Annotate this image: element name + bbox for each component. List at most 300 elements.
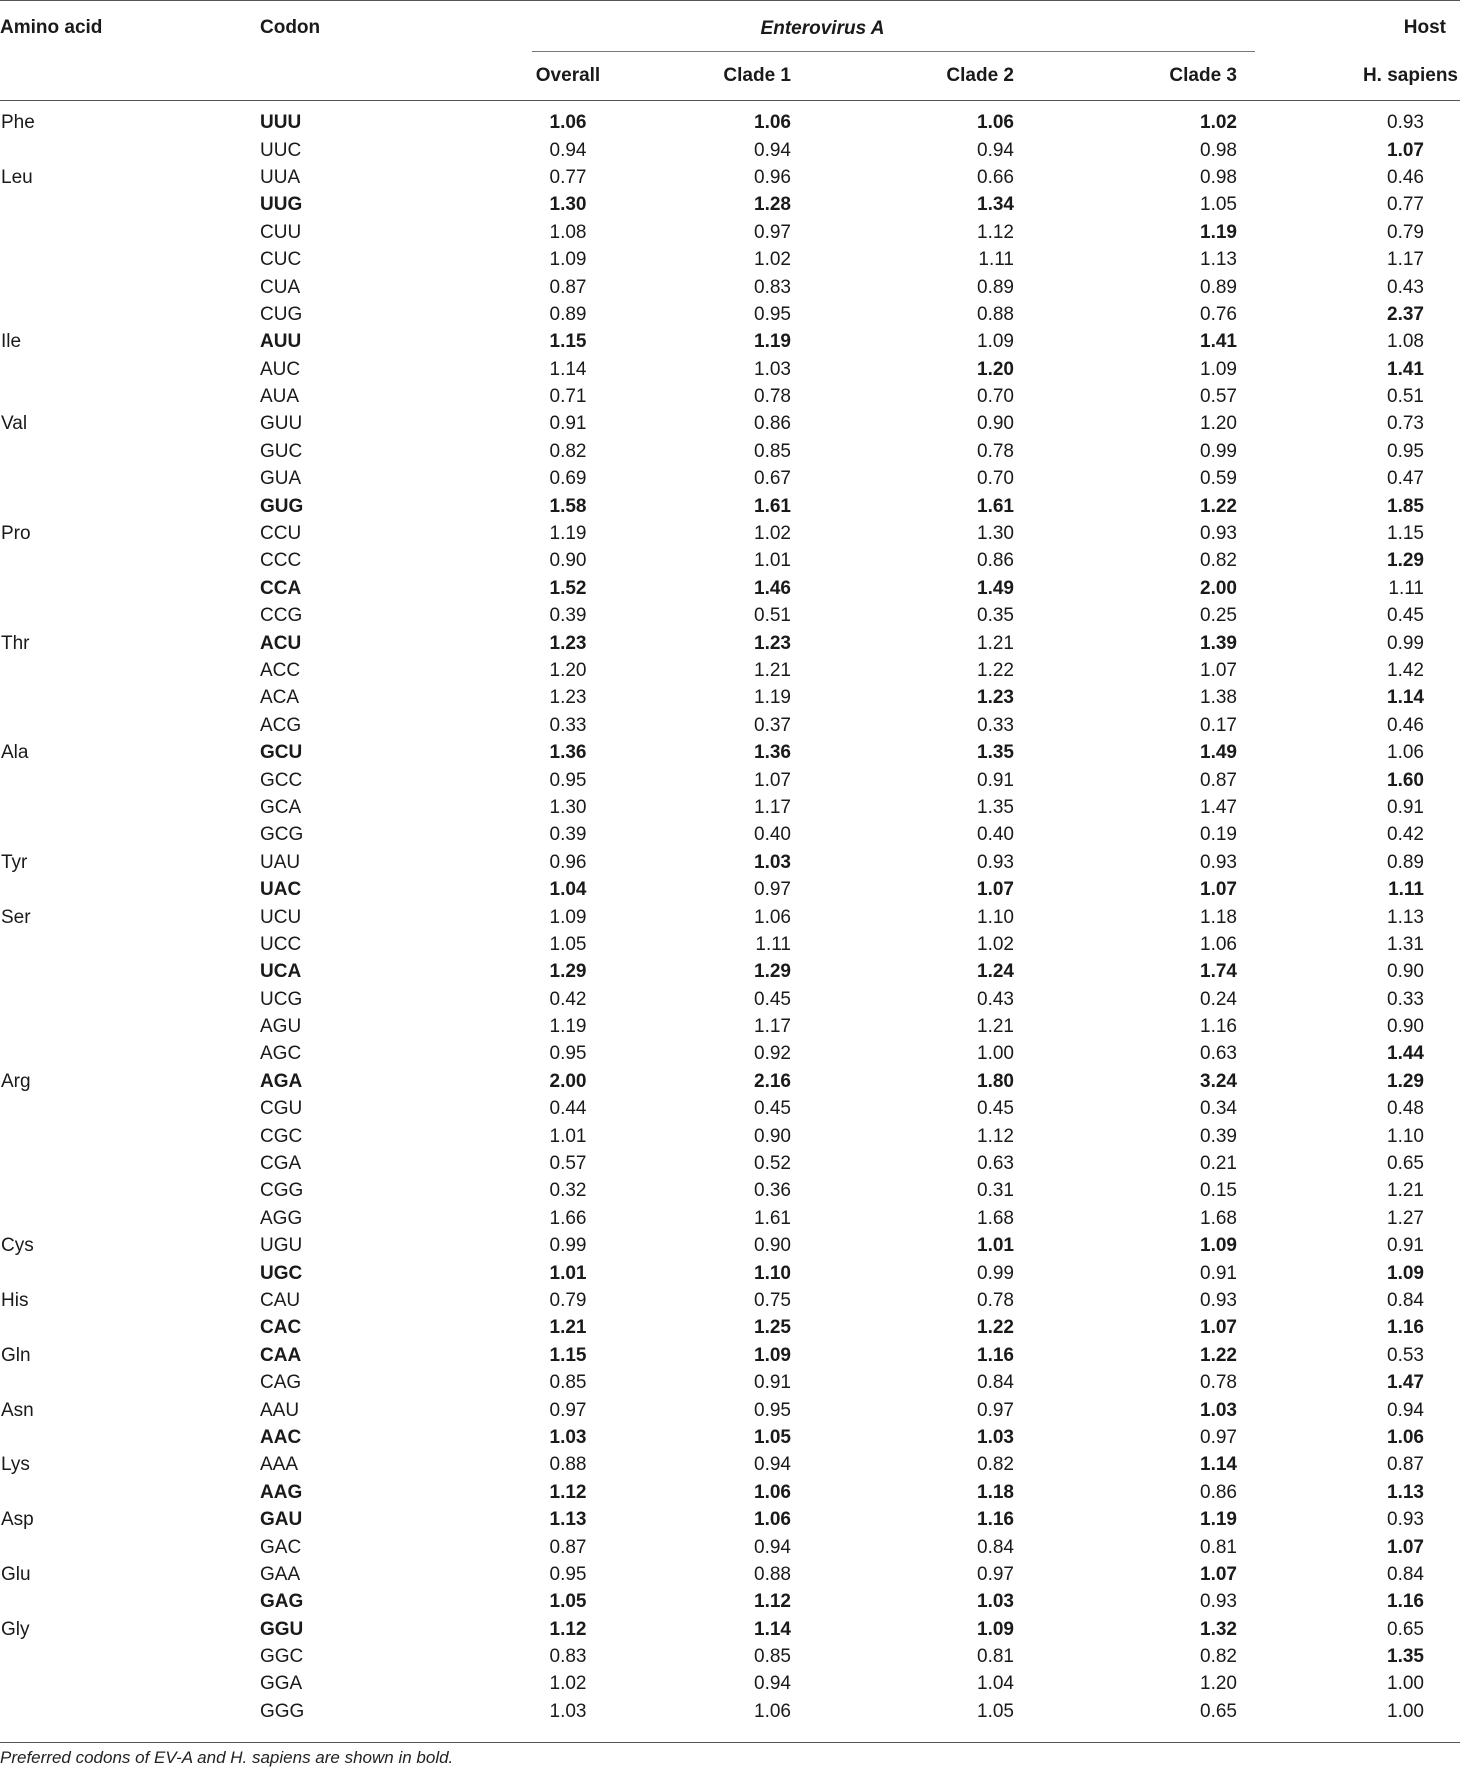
enterovirus-a-underline — [532, 51, 1255, 52]
cell-amino-acid — [0, 1177, 258, 1204]
cell-codon: CGU — [260, 1098, 303, 1120]
cell-overall: 0.42 — [549, 988, 587, 1010]
cell-clade-2: 1.49 — [977, 577, 1014, 599]
cell-h-sapiens: 0.65 — [1387, 1618, 1424, 1640]
cell-clade-2: 1.07 — [977, 879, 1014, 901]
table-row — [0, 958, 1460, 985]
cell-clade-2: 1.22 — [977, 1317, 1014, 1339]
cell-codon: GAG — [260, 1591, 304, 1613]
table-row — [0, 1588, 1460, 1615]
cell-amino-acid — [0, 876, 258, 903]
cell-overall: 0.83 — [549, 1646, 587, 1668]
cell-codon: ACC — [260, 660, 301, 681]
cell-clade-2: 0.99 — [977, 1262, 1014, 1284]
cell-clade-1: 0.36 — [754, 1180, 791, 1202]
table-row — [0, 1232, 1460, 1259]
table-row — [0, 1451, 1460, 1478]
table-row — [0, 383, 1460, 410]
cell-overall: 0.85 — [549, 1372, 587, 1394]
cell-codon: CCG — [260, 605, 303, 627]
cell-clade-3: 0.81 — [1200, 1536, 1237, 1558]
cell-clade-3: 0.78 — [1200, 1372, 1237, 1394]
table-row — [0, 931, 1460, 958]
table-row — [0, 273, 1460, 300]
cell-h-sapiens: 0.53 — [1387, 1344, 1424, 1366]
table-row — [0, 1013, 1460, 1040]
table-row — [0, 657, 1460, 684]
cell-amino-acid — [0, 1479, 258, 1506]
cell-codon: GAC — [260, 1536, 302, 1558]
cell-clade-1: 1.07 — [754, 769, 791, 791]
cell-overall: 1.09 — [549, 906, 587, 928]
cell-codon: UUA — [260, 166, 301, 188]
cell-amino-acid: Leu — [1, 166, 33, 188]
cell-amino-acid — [0, 1122, 258, 1149]
cell-h-sapiens: 1.07 — [1387, 1536, 1424, 1558]
cell-h-sapiens: 0.93 — [1387, 112, 1424, 134]
cell-codon: AGG — [260, 1207, 303, 1229]
cell-clade-2: 0.35 — [977, 605, 1014, 627]
cell-clade-2: 1.03 — [977, 1591, 1014, 1613]
cell-clade-1: 1.11 — [755, 933, 791, 955]
cell-clade-1: 1.06 — [754, 1481, 791, 1503]
cell-codon: UAU — [260, 851, 301, 873]
cell-clade-2: 0.91 — [977, 769, 1014, 791]
cell-clade-3: 1.07 — [1200, 879, 1237, 901]
cell-overall: 0.33 — [549, 714, 587, 736]
cell-clade-1: 1.06 — [754, 1700, 791, 1722]
cell-h-sapiens: 1.17 — [1387, 249, 1424, 271]
cell-clade-1: 1.36 — [754, 742, 791, 764]
cell-clade-3: 1.47 — [1200, 796, 1237, 818]
cell-clade-2: 0.78 — [977, 1289, 1014, 1311]
table-row — [0, 1095, 1460, 1122]
cell-clade-3: 0.93 — [1200, 523, 1237, 545]
cell-clade-2: 1.06 — [977, 112, 1014, 134]
cell-h-sapiens: 1.13 — [1387, 1481, 1424, 1503]
cell-clade-3: 0.25 — [1200, 605, 1237, 627]
cell-overall: 1.12 — [549, 1618, 587, 1640]
table-row — [0, 794, 1460, 821]
cell-codon: CUU — [260, 221, 302, 243]
cell-amino-acid — [0, 1040, 258, 1067]
cell-overall: 1.19 — [549, 523, 587, 545]
cell-amino-acid: Lys — [1, 1454, 30, 1476]
cell-clade-3: 0.91 — [1200, 1262, 1237, 1284]
table-row — [0, 712, 1460, 739]
cell-h-sapiens: 0.90 — [1387, 1016, 1424, 1038]
cell-h-sapiens: 1.44 — [1387, 1043, 1424, 1065]
cell-codon: UCC — [260, 933, 302, 955]
cell-h-sapiens: 1.16 — [1387, 1317, 1424, 1339]
cell-clade-1: 0.97 — [754, 221, 791, 243]
cell-clade-2: 1.24 — [977, 961, 1014, 983]
cell-clade-3: 0.98 — [1200, 139, 1237, 161]
cell-clade-1: 0.94 — [754, 1454, 791, 1476]
cell-amino-acid: Asp — [1, 1509, 34, 1531]
cell-clade-2: 1.68 — [977, 1207, 1014, 1229]
cell-overall: 1.29 — [549, 961, 587, 983]
cell-clade-1: 1.61 — [754, 495, 791, 517]
table-row — [0, 246, 1460, 273]
cell-clade-3: 0.93 — [1200, 1591, 1237, 1613]
cell-clade-3: 1.38 — [1200, 687, 1237, 709]
cell-clade-1: 1.10 — [754, 1262, 791, 1284]
cell-clade-2: 1.18 — [977, 1481, 1014, 1503]
cell-clade-1: 0.45 — [754, 988, 791, 1010]
header-clade-1: Clade 1 — [604, 52, 827, 101]
table-row — [0, 1150, 1460, 1177]
cell-amino-acid — [0, 136, 258, 163]
table-row — [0, 1040, 1460, 1067]
table-row — [0, 602, 1460, 629]
table-row — [0, 101, 1460, 137]
cell-clade-1: 0.94 — [754, 1536, 791, 1558]
cell-clade-3: 0.39 — [1200, 1125, 1237, 1147]
table-row — [0, 219, 1460, 246]
cell-clade-1: 1.06 — [754, 906, 791, 928]
header-overall: Overall — [472, 52, 604, 101]
cell-h-sapiens: 1.00 — [1387, 1700, 1424, 1722]
cell-amino-acid — [0, 1150, 258, 1177]
cell-clade-1: 0.90 — [754, 1235, 791, 1257]
cell-amino-acid — [0, 1424, 258, 1451]
cell-overall: 0.95 — [549, 1563, 587, 1585]
cell-clade-3: 1.49 — [1200, 742, 1237, 764]
cell-overall: 1.09 — [549, 249, 587, 271]
cell-clade-3: 1.16 — [1200, 1016, 1237, 1038]
cell-amino-acid — [0, 958, 258, 985]
cell-clade-2: 1.09 — [977, 1618, 1014, 1640]
cell-amino-acid: Val — [1, 413, 28, 435]
cell-amino-acid: Glu — [1, 1563, 31, 1585]
cell-codon: GUC — [260, 440, 303, 462]
cell-clade-2: 1.21 — [977, 1016, 1014, 1038]
cell-clade-1: 0.94 — [754, 1673, 791, 1695]
cell-clade-1: 2.16 — [754, 1070, 791, 1092]
cell-overall: 0.87 — [549, 1536, 587, 1558]
cell-clade-3: 0.65 — [1200, 1700, 1237, 1722]
cell-clade-1: 1.29 — [754, 961, 791, 983]
cell-clade-3: 1.32 — [1200, 1618, 1237, 1640]
cell-amino-acid — [0, 1588, 258, 1615]
cell-overall: 1.12 — [549, 1481, 587, 1503]
cell-amino-acid — [0, 273, 258, 300]
table-row — [0, 821, 1460, 848]
cell-amino-acid — [0, 931, 258, 958]
cell-h-sapiens: 1.13 — [1387, 906, 1424, 928]
cell-clade-2: 0.84 — [977, 1536, 1014, 1558]
header-h-sapiens: H. sapiens — [1273, 52, 1460, 101]
cell-overall: 1.08 — [549, 221, 587, 243]
cell-amino-acid — [0, 301, 258, 328]
cell-clade-3: 0.17 — [1200, 714, 1237, 736]
cell-h-sapiens: 0.95 — [1387, 440, 1424, 462]
cell-clade-3: 0.34 — [1200, 1098, 1237, 1120]
cell-clade-2: 1.03 — [977, 1426, 1014, 1448]
cell-h-sapiens: 0.91 — [1387, 1235, 1424, 1257]
cell-h-sapiens: 0.79 — [1387, 221, 1424, 243]
cell-codon: GUG — [260, 495, 304, 517]
cell-codon: UUC — [260, 139, 302, 161]
header-enterovirus-a — [472, 0, 1273, 52]
cell-overall: 1.01 — [549, 1125, 587, 1147]
cell-clade-3: 0.82 — [1200, 1646, 1237, 1668]
cell-overall: 1.23 — [549, 687, 587, 709]
cell-clade-2: 1.11 — [978, 249, 1014, 271]
cell-clade-2: 0.97 — [977, 1563, 1014, 1585]
cell-clade-3: 3.24 — [1200, 1070, 1237, 1092]
table-row — [0, 1615, 1460, 1642]
cell-clade-2: 1.20 — [977, 358, 1014, 380]
cell-h-sapiens: 1.60 — [1387, 769, 1424, 791]
cell-clade-3: 0.93 — [1200, 1289, 1237, 1311]
cell-clade-1: 1.05 — [754, 1426, 791, 1448]
cell-overall: 1.19 — [549, 1016, 587, 1038]
cell-h-sapiens: 0.87 — [1387, 1454, 1424, 1476]
table-row — [0, 876, 1460, 903]
cell-overall: 0.32 — [549, 1180, 587, 1202]
cell-overall: 0.82 — [549, 440, 587, 462]
cell-h-sapiens: 0.65 — [1387, 1153, 1424, 1175]
table-row — [0, 520, 1460, 547]
cell-h-sapiens: 1.06 — [1387, 742, 1424, 764]
cell-amino-acid — [0, 191, 258, 218]
cell-codon: CGG — [260, 1180, 304, 1202]
cell-h-sapiens: 0.94 — [1387, 1399, 1424, 1421]
header-enterovirus-a-label: Enterovirus A — [760, 18, 885, 39]
cell-h-sapiens: 1.11 — [1388, 577, 1424, 599]
cell-clade-1: 0.91 — [754, 1372, 791, 1394]
cell-overall: 1.23 — [549, 632, 587, 654]
cell-overall: 0.87 — [549, 276, 587, 298]
table-row — [0, 739, 1460, 766]
cell-h-sapiens: 2.37 — [1387, 303, 1424, 325]
table-row — [0, 986, 1460, 1013]
cell-h-sapiens: 1.09 — [1387, 1262, 1424, 1284]
table-row — [0, 438, 1460, 465]
cell-clade-3: 1.09 — [1200, 1235, 1237, 1257]
cell-codon: GCU — [260, 742, 303, 764]
header-host: Host — [1403, 17, 1446, 38]
cell-clade-2: 0.97 — [977, 1399, 1014, 1421]
cell-overall: 1.05 — [549, 1591, 587, 1613]
cell-clade-1: 0.78 — [754, 386, 791, 408]
cell-clade-1: 0.45 — [754, 1098, 791, 1120]
cell-amino-acid — [0, 492, 258, 519]
cell-overall: 1.20 — [549, 660, 587, 681]
table-row — [0, 1342, 1460, 1369]
cell-clade-3: 1.06 — [1200, 933, 1237, 955]
cell-clade-3: 0.24 — [1200, 988, 1237, 1010]
cell-h-sapiens: 0.93 — [1387, 1509, 1424, 1531]
cell-amino-acid — [0, 602, 258, 629]
cell-clade-2: 1.04 — [977, 1673, 1014, 1695]
cell-overall: 0.95 — [549, 769, 587, 791]
table-row — [0, 410, 1460, 437]
cell-clade-2: 0.93 — [977, 851, 1014, 873]
cell-codon: CCU — [260, 523, 302, 545]
cell-codon: AAU — [260, 1399, 300, 1421]
cell-codon: GUU — [260, 413, 303, 435]
cell-clade-2: 1.16 — [977, 1344, 1014, 1366]
table-row — [0, 465, 1460, 492]
cell-codon: UAC — [260, 879, 302, 901]
table-row — [0, 1068, 1460, 1095]
cell-clade-1: 1.02 — [754, 249, 791, 271]
cell-codon: AUC — [260, 358, 301, 380]
table-row — [0, 1177, 1460, 1204]
cell-amino-acid — [0, 1670, 258, 1697]
cell-codon: UCU — [260, 906, 302, 928]
cell-overall: 1.03 — [549, 1426, 587, 1448]
cell-clade-2: 1.61 — [977, 495, 1014, 517]
table-row — [0, 164, 1460, 191]
table-footnote: Preferred codons of EV-A and H. sapiens are shown in bold. — [0, 1748, 454, 1767]
cell-codon: AGC — [260, 1043, 302, 1065]
cell-clade-1: 0.97 — [754, 879, 791, 901]
cell-h-sapiens: 0.48 — [1387, 1098, 1424, 1120]
cell-amino-acid — [0, 766, 258, 793]
cell-codon: GCC — [260, 769, 303, 791]
table-row — [0, 1122, 1460, 1149]
cell-overall: 0.99 — [549, 1235, 587, 1257]
table-header — [0, 0, 1460, 101]
cell-codon: CUG — [260, 303, 303, 325]
cell-codon: AGA — [260, 1070, 303, 1092]
cell-clade-1: 0.95 — [754, 303, 791, 325]
cell-amino-acid — [0, 547, 258, 574]
cell-clade-1: 0.86 — [754, 413, 791, 435]
cell-codon: GGC — [260, 1646, 304, 1668]
cell-clade-1: 1.17 — [754, 796, 791, 818]
cell-clade-3: 0.89 — [1200, 276, 1237, 298]
cell-clade-2: 0.81 — [977, 1646, 1014, 1668]
table-row — [0, 1479, 1460, 1506]
cell-amino-acid — [0, 575, 258, 602]
cell-codon: AAA — [260, 1454, 299, 1476]
cell-h-sapiens: 1.29 — [1387, 550, 1424, 572]
cell-clade-2: 1.23 — [977, 687, 1014, 709]
cell-clade-3: 0.99 — [1200, 440, 1237, 462]
cell-clade-2: 0.90 — [977, 413, 1014, 435]
table-row — [0, 629, 1460, 656]
cell-clade-3: 0.21 — [1200, 1153, 1237, 1175]
table-row — [0, 1314, 1460, 1341]
cell-h-sapiens: 1.00 — [1387, 1673, 1424, 1695]
cell-clade-1: 1.12 — [754, 1591, 791, 1613]
table-row — [0, 1698, 1460, 1725]
cell-overall: 1.01 — [549, 1262, 587, 1284]
cell-amino-acid — [0, 794, 258, 821]
cell-amino-acid — [0, 1643, 258, 1670]
cell-clade-3: 1.22 — [1200, 495, 1237, 517]
cell-clade-2: 0.33 — [977, 714, 1014, 736]
cell-overall: 1.04 — [549, 879, 587, 901]
table-row — [0, 1424, 1460, 1451]
cell-codon: GGG — [260, 1700, 305, 1722]
cell-clade-1: 0.52 — [754, 1153, 791, 1175]
cell-overall: 0.90 — [549, 550, 587, 572]
cell-clade-3: 1.02 — [1200, 112, 1237, 134]
cell-clade-2: 0.43 — [977, 988, 1014, 1010]
cell-h-sapiens: 1.85 — [1387, 495, 1424, 517]
cell-clade-3: 0.87 — [1200, 769, 1237, 791]
cell-clade-1: 0.94 — [754, 139, 791, 161]
cell-amino-acid — [0, 1369, 258, 1396]
cell-clade-1: 0.85 — [754, 440, 791, 462]
cell-amino-acid — [0, 383, 258, 410]
cell-clade-1: 1.61 — [754, 1207, 791, 1229]
cell-amino-acid: Ile — [1, 331, 22, 353]
cell-clade-3: 0.15 — [1200, 1180, 1237, 1202]
cell-clade-3: 1.19 — [1200, 1509, 1237, 1531]
table-row — [0, 1287, 1460, 1314]
cell-clade-2: 1.12 — [977, 1125, 1014, 1147]
cell-clade-2: 0.89 — [977, 276, 1014, 298]
cell-clade-3: 0.86 — [1200, 1481, 1237, 1503]
cell-clade-3: 1.07 — [1200, 1317, 1237, 1339]
cell-clade-1: 1.01 — [754, 550, 791, 572]
cell-clade-3: 2.00 — [1200, 577, 1237, 599]
cell-clade-1: 1.21 — [754, 660, 791, 681]
cell-clade-2: 1.35 — [977, 796, 1014, 818]
cell-clade-3: 1.14 — [1200, 1454, 1237, 1476]
cell-clade-3: 0.82 — [1200, 550, 1237, 572]
cell-h-sapiens: 1.41 — [1387, 358, 1424, 380]
cell-clade-2: 1.30 — [977, 523, 1014, 545]
cell-clade-2: 1.22 — [977, 660, 1014, 681]
cell-codon: GUA — [260, 468, 302, 490]
cell-clade-3: 1.18 — [1200, 906, 1237, 928]
cell-clade-2: 1.10 — [977, 906, 1014, 928]
header-clade-3: Clade 3 — [1050, 52, 1273, 101]
cell-clade-3: 1.22 — [1200, 1344, 1237, 1366]
cell-clade-1: 0.85 — [754, 1646, 791, 1668]
bottom-rule — [0, 1742, 1460, 1743]
cell-clade-1: 0.95 — [754, 1399, 791, 1421]
cell-clade-2: 1.05 — [977, 1700, 1014, 1722]
cell-overall: 0.96 — [549, 851, 587, 873]
cell-overall: 1.13 — [549, 1509, 587, 1531]
cell-clade-1: 1.23 — [754, 632, 791, 654]
cell-amino-acid — [0, 684, 258, 711]
cell-clade-2: 1.01 — [977, 1235, 1014, 1257]
header-amino-acid: Amino acid — [0, 17, 103, 38]
cell-codon: ACA — [260, 687, 300, 709]
cell-amino-acid — [0, 1533, 258, 1560]
table-row — [0, 1259, 1460, 1286]
cell-amino-acid — [0, 821, 258, 848]
table-row — [0, 684, 1460, 711]
cell-codon: GGA — [260, 1673, 303, 1695]
cell-codon: CAA — [260, 1344, 302, 1366]
cell-clade-2: 0.86 — [977, 550, 1014, 572]
cell-amino-acid: Ala — [1, 742, 29, 764]
cell-clade-1: 0.96 — [754, 166, 791, 188]
cell-amino-acid — [0, 438, 258, 465]
table-row — [0, 1533, 1460, 1560]
cell-clade-2: 1.34 — [977, 194, 1014, 216]
cell-overall: 1.15 — [549, 331, 587, 353]
cell-clade-3: 1.68 — [1200, 1207, 1237, 1229]
cell-amino-acid — [0, 356, 258, 383]
cell-clade-1: 1.25 — [754, 1317, 791, 1339]
cell-amino-acid — [0, 657, 258, 684]
cell-h-sapiens: 0.84 — [1387, 1289, 1424, 1311]
cell-overall: 0.39 — [549, 824, 587, 846]
cell-overall: 0.94 — [549, 139, 587, 161]
